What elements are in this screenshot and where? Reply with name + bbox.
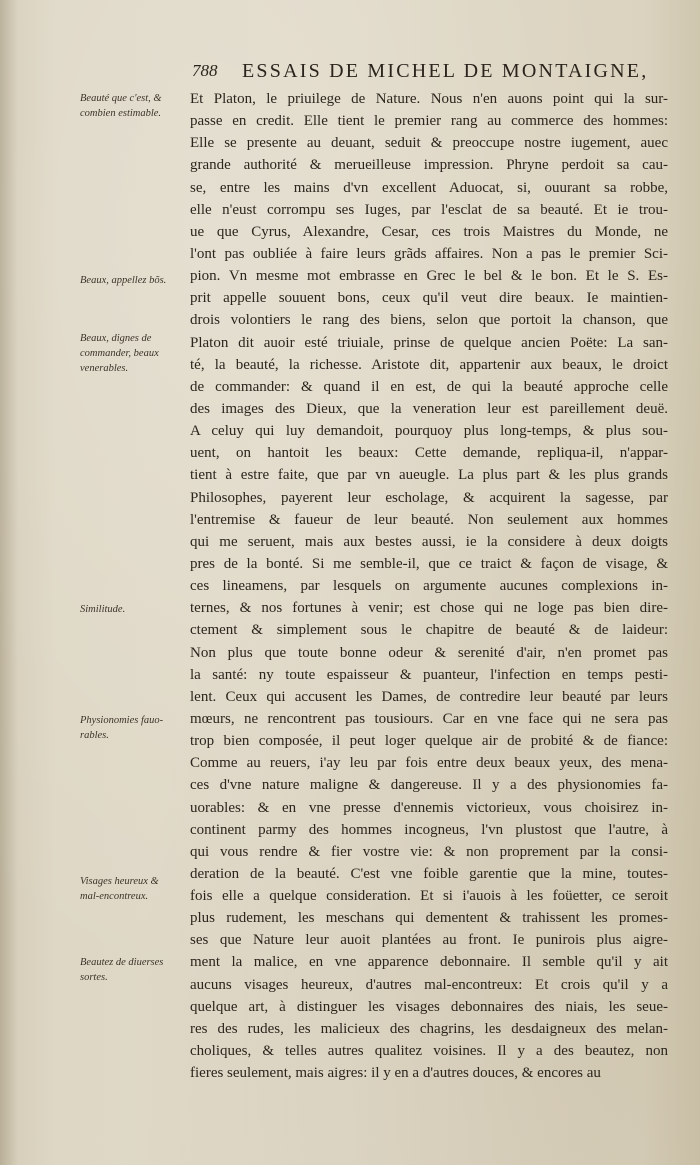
text-line: ctement & simplement sous le chapitre de beauté & de laideur:	[190, 622, 668, 639]
body-text	[190, 88, 668, 1082]
margin-note-line: Similitude.	[80, 604, 126, 615]
text-line: tient à estre faite, que par vn aueugle. La plus part & les plus grands	[190, 467, 668, 484]
text-line: fois elle a quelque consideration. Et si i'auois à les foüetter, ce seroit	[190, 888, 668, 905]
margin-note-line: Beaux, appellez bõs.	[80, 275, 167, 286]
text-line: la santé: ny toute espaisseur & puanteur, l'infection en temps pesti-	[190, 666, 668, 683]
text-line: drois volontiers le rang des biens, selon que portoit la chanson, que	[190, 312, 668, 329]
gutter-shadow	[0, 0, 18, 1165]
text-line: deration de la beauté. C'est vne foible garentie que la mine, toutes-	[190, 865, 668, 882]
margin-note-beaux-bons	[80, 273, 188, 288]
margin-note-visages	[80, 874, 188, 904]
text-line: plus rudement, les meschans qui dementent & trahissent les promes-	[190, 910, 668, 927]
page-header	[190, 60, 680, 84]
margin-note-line: Physionomies fauo-	[80, 715, 164, 726]
text-line: ment la malice, en vne apparence debonnaire. Il semble qu'il y ait	[190, 954, 668, 971]
text-line: trop bien composée, il peut loger quelque air de probité & de fiance:	[190, 733, 668, 750]
text-line: ses que Nature leur auoit plantées au front. Ie punirois plus aigre-	[190, 932, 668, 949]
text-line: elle n'eust corrompu ses Iuges, par l'esclat de sa beauté. Et ie trou-	[190, 201, 668, 218]
margin-note-line: sortes.	[80, 972, 108, 983]
margin-note-line: Beaux, dignes de	[80, 333, 152, 344]
margin-note-line: venerables.	[80, 363, 129, 374]
text-line: choliques, & telles autres qualitez voisines. Il y a des beautez, non	[190, 1043, 668, 1060]
text-line: lent. Ceux qui accusent les Dames, de contredire leur beauté par leurs	[190, 688, 668, 705]
text-line: qui me seruent, mais aux bestes aussi, ie la considere à deux doigts	[190, 533, 668, 550]
text-line: des images des Dieux, que la veneration leur est pareillement deuë.	[190, 400, 668, 417]
text-line: Non plus que toute bonne odeur & serenité d'air, n'en promet pas	[190, 644, 668, 661]
text-line: l'ont pas oubliée à faire leurs grãds affaires. Non a pas le premier Sci-	[190, 245, 668, 262]
text-line: quelque art, à distinguer les visages debonnaires des niais, les seue-	[190, 998, 668, 1015]
text-line: Philosophes, payerent leur escholage, & acquirent la sagesse, par	[190, 489, 668, 506]
running-head: ESSAIS DE MICHEL DE MONTAIGNE,	[242, 60, 649, 82]
text-line: fieres seulement, mais aigres: il y en a d'autres douces, & encores au	[190, 1065, 601, 1082]
text-line: Elle se presente au deuant, seduit & preoccupe nostre iugement, auec	[190, 135, 668, 152]
text-line: uorables: & en vne presse d'ennemis victorieux, vous choisirez in-	[190, 799, 668, 816]
text-line: continent parmy des hommes incogneus, l'vn plustost que l'autre, à	[190, 821, 668, 838]
text-line: ces d'vne nature maligne & dangereuse. Il y a des physionomies fa-	[190, 777, 668, 794]
text-line: qui vous rendre & fier vostre vie: & non proprement par la consi-	[190, 843, 668, 860]
margin-note-beautez	[80, 955, 188, 985]
page-number: 788	[192, 61, 218, 80]
text-line: grande authorité & merueilleuse impression. Phryne perdoit sa cau-	[190, 157, 668, 174]
text-line: pres de la bonté. Si me semble-il, que ce traict & façon de visage, &	[190, 555, 668, 572]
text-line: ue que Cyrus, Alexandre, Cesar, ces trois Maistres du Monde, ne	[190, 223, 668, 240]
margin-note-line: rables.	[80, 730, 109, 741]
text-line: passe en credit. Elle tient le premier rang au commerce des hommes:	[190, 113, 668, 130]
margin-note-beaute	[80, 91, 188, 121]
text-line: ces lineamens, par lesquels on argumente aucunes complexions in-	[190, 578, 668, 595]
margin-note-line: Visages heureux &	[80, 876, 159, 887]
text-line: Platon dit auoir esté triuiale, prinse de quelque ancien Poëte: La san-	[190, 334, 668, 351]
text-line: mœurs, ne rencontrent pas tousiours. Car en vne face qui ne sera pas	[190, 710, 668, 727]
margin-note-line: Beauté que c'est, &	[80, 93, 162, 104]
text-line: de commander: & quand il en est, de qui la beauté approche celle	[190, 378, 668, 395]
text-line: se, entre les mains d'vn excellent Aduocat, si, ouurant sa robbe,	[190, 179, 668, 196]
margin-note-physionomies	[80, 713, 188, 743]
margin-note-similitude	[80, 602, 188, 617]
text-line: aucuns visages heureux, d'autres mal-encontreux: Et crois qu'il y a	[190, 976, 668, 993]
text-line: uent, on hantoit les beaux: Cette demande, repliqua-il, n'appar-	[190, 445, 668, 462]
text-line: Comme au reuers, i'ay leu par fois entre deux beaux yeux, des mena-	[190, 755, 668, 772]
text-line: prit appelle souuent bons, ceux qu'il veut dire beaux. Ie maintien-	[190, 290, 668, 307]
text-line: res des rudes, les malicieux des chagrins, les desdaigneux des melan-	[190, 1020, 668, 1037]
margin-note-beaux-dignes	[80, 331, 188, 376]
text-line: A celuy qui luy demandoit, pourquoy plus long-temps, & plus sou-	[190, 423, 668, 440]
text-line: l'entremise & faueur de leur beauté. Non seulement aux hommes	[190, 511, 668, 528]
margin-note-line: Beautez de diuerses	[80, 957, 164, 968]
text-line: té, la beauté, la richesse. Aristote dit, appartenir aux beaux, le droict	[190, 356, 668, 373]
text-line: ternes, & nos fortunes à venir; est chose qui ne loge pas bien dire-	[190, 600, 668, 617]
margin-note-line: mal-encontreux.	[80, 891, 149, 902]
margin-note-line: combien estimable.	[80, 108, 162, 119]
text-line: pion. Vn mesme mot embrasse en Grec le bel & le bon. Et le S. Es-	[190, 268, 668, 285]
text-line: Et Platon, le priuilege de Nature. Nous n'en auons point qui la sur-	[190, 91, 668, 107]
margin-note-line: commander, beaux	[80, 348, 159, 359]
